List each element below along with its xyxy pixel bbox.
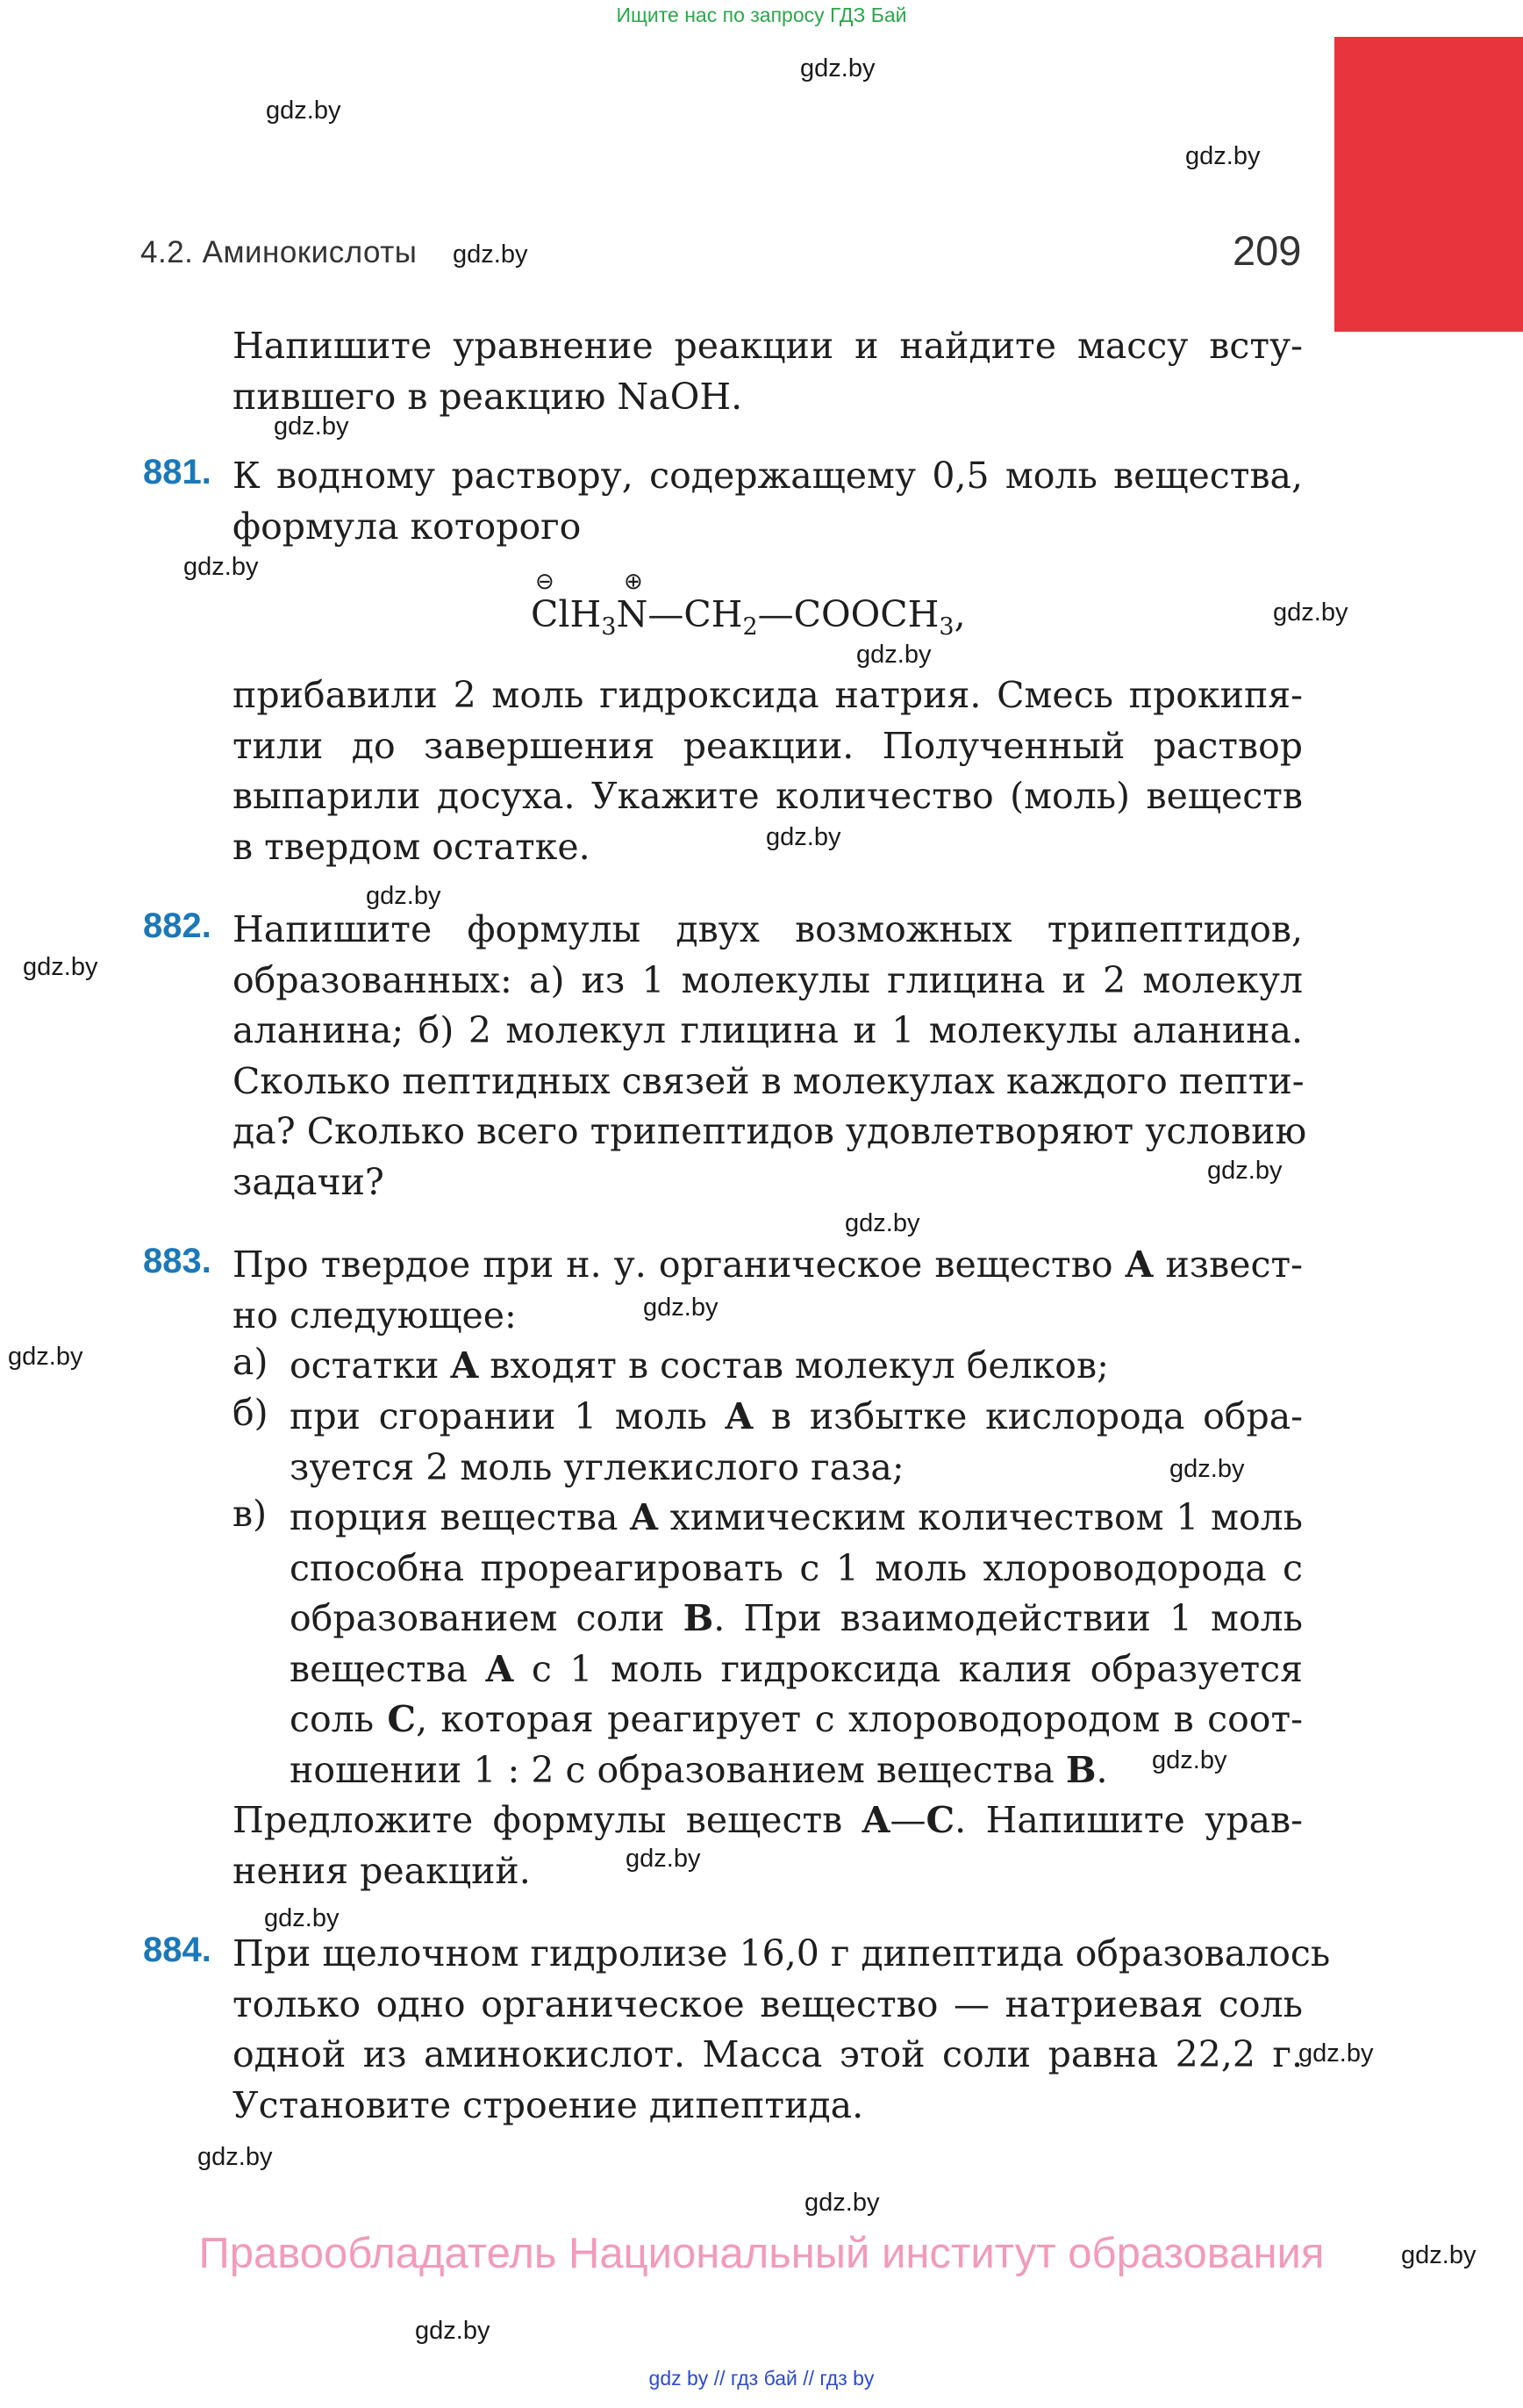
problem-881-text (232, 451, 1303, 552)
text-line: пившего в реакцию NaOH. (232, 375, 743, 418)
watermark: gdz.by (626, 1845, 701, 1873)
problem-number: 883. (143, 1242, 211, 1280)
formula-comma: , (954, 593, 966, 635)
watermark: gdz.by (183, 553, 259, 581)
text-line: Сколько пептидных связей в молекулах каждого пепти- (232, 1059, 1305, 1102)
text-line: Про твердое при н. у. органическое вещество A извест- (232, 1243, 1303, 1286)
watermark: gdz.by (856, 641, 932, 669)
text-line: Установите строение дипептида. (232, 2083, 864, 2126)
positive-charge-icon: ⊕ (624, 569, 643, 595)
text-line: Напишите уравнение реакции и найдите массу всту- (232, 325, 1303, 367)
watermark: gdz.by (845, 1209, 920, 1237)
watermark: gdz.by (1169, 1455, 1245, 1483)
text-line: да? Сколько всего трипептидов удовлетворяют условию (232, 1110, 1307, 1152)
watermark: gdz.by (23, 953, 98, 981)
text-line: К водному раствору, содержащему 0,5 моль вещества, (232, 455, 1303, 497)
search-banner[interactable]: Ищите нас по запросу ГДЗ Бай (616, 4, 907, 26)
watermark: gdz.by (274, 412, 349, 441)
text-line: но следующее: (232, 1294, 517, 1337)
problem-883-item-c (290, 1493, 1303, 1795)
copyright-owner: Правообладатель Национальный институт образования (198, 2230, 1325, 2277)
formula-sub: 3 (601, 613, 617, 641)
problem-883-item-a (290, 1341, 1303, 1392)
problem-883-text (232, 1240, 1303, 1341)
footer-links[interactable]: gdz by // гдз бай // гдз by (648, 2367, 875, 2390)
text-line: Предложите формулы веществ A—C. Напишите урав- (232, 1799, 1303, 1841)
text-line: соль C, которая реагирует с хлороводородом в соот- (290, 1698, 1303, 1740)
formula-bond: — (647, 593, 684, 635)
formula-bond: — (757, 593, 794, 635)
chemical-formula (531, 593, 966, 641)
problem-number: 881. (143, 453, 211, 491)
watermark: gdz.by (453, 240, 528, 269)
item-label: в) (232, 1493, 268, 1535)
problem-number: 882. (143, 907, 211, 945)
watermark: gdz.by (1273, 598, 1348, 627)
problem-884-text (232, 1929, 1331, 2131)
problem-883-item-b (290, 1392, 1303, 1493)
watermark: gdz.by (1401, 2241, 1477, 2269)
text-line: тили до завершения реакции. Полученный раствор (232, 724, 1303, 767)
watermark: gdz.by (1185, 142, 1261, 170)
item-label: б) (232, 1392, 268, 1434)
watermark: gdz.by (264, 1904, 340, 1932)
watermark: gdz.by (266, 97, 341, 125)
text-line: Напишите формулы двух возможных трипептидов, (232, 908, 1303, 950)
formula-cooch: COOCH (793, 593, 940, 635)
item-label: а) (232, 1341, 268, 1383)
formula-h: H (569, 593, 602, 635)
section-title: 4.2. Аминокислоты (140, 235, 418, 269)
text-line: зуется 2 моль углекислого газа; (290, 1445, 905, 1488)
watermark: gdz.by (197, 2143, 273, 2171)
negative-charge-icon: ⊖ (535, 569, 554, 595)
problem-number: 884. (143, 1931, 211, 1969)
text-line: одной из аминокислот. Масса этой соли равна 22,2 г. (232, 2033, 1303, 2075)
formula-n: N (616, 593, 648, 635)
text-line: при сгорании 1 моль A в избытке кислорода обра- (290, 1395, 1304, 1437)
text-line: прибавили 2 моль гидроксида натрия. Смесь прокипя- (232, 674, 1303, 716)
watermark: gdz.by (415, 2317, 490, 2345)
problem-881-continuation (232, 670, 1303, 872)
watermark: gdz.by (643, 1294, 719, 1322)
watermark: gdz.by (1207, 1157, 1283, 1185)
text-line: При щелочном гидролизе 16,0 г дипептида образовалось (232, 1932, 1331, 1974)
text-line: порция вещества A химическим количеством 1 моль (290, 1496, 1304, 1538)
text-line: задачи? (232, 1160, 384, 1203)
problem-882-text (232, 905, 1307, 1208)
watermark: gdz.by (1152, 1746, 1227, 1774)
watermark: gdz.by (366, 882, 441, 910)
text-line: способна прореагировать с 1 моль хлороводорода с (290, 1546, 1303, 1589)
text-line: нения реакций. (232, 1849, 531, 1892)
watermark: gdz.by (766, 823, 841, 851)
intro-paragraph (232, 321, 1303, 422)
text-line: аланина; б) 2 молекул глицина и 1 молекулы аланина. (232, 1009, 1303, 1051)
formula-sub: 3 (939, 613, 955, 641)
page-number: 209 (1233, 227, 1302, 274)
watermark: gdz.by (804, 2189, 880, 2217)
red-page-marker (1334, 37, 1523, 332)
text-line: образованием соли B. При взаимодействии 1 моль (290, 1597, 1303, 1639)
problem-883-closing (232, 1795, 1303, 1896)
text-line: ношении 1 : 2 с образованием вещества B. (290, 1748, 1108, 1791)
watermark: gdz.by (800, 54, 876, 82)
formula-ch: CH (683, 593, 743, 635)
text-line: остатки A входят в состав молекул белков; (290, 1344, 1109, 1387)
text-line: в твердом остатке. (232, 825, 590, 868)
watermark: gdz.by (1298, 2039, 1374, 2068)
watermark: gdz.by (8, 1343, 83, 1371)
text-line: образованных: а) из 1 молекулы глицина и 2 молекул (232, 958, 1303, 1001)
formula-sub: 2 (742, 613, 758, 641)
formula-cl: Cl (531, 593, 570, 635)
text-line: только одно органическое вещество — натриевая соль (232, 1982, 1303, 2025)
text-line: вещества A с 1 моль гидроксида калия образуется (290, 1647, 1303, 1690)
text-line: выпарили досуха. Укажите количество (моль) веществ (232, 775, 1303, 817)
text-line: формула которого (232, 505, 582, 548)
